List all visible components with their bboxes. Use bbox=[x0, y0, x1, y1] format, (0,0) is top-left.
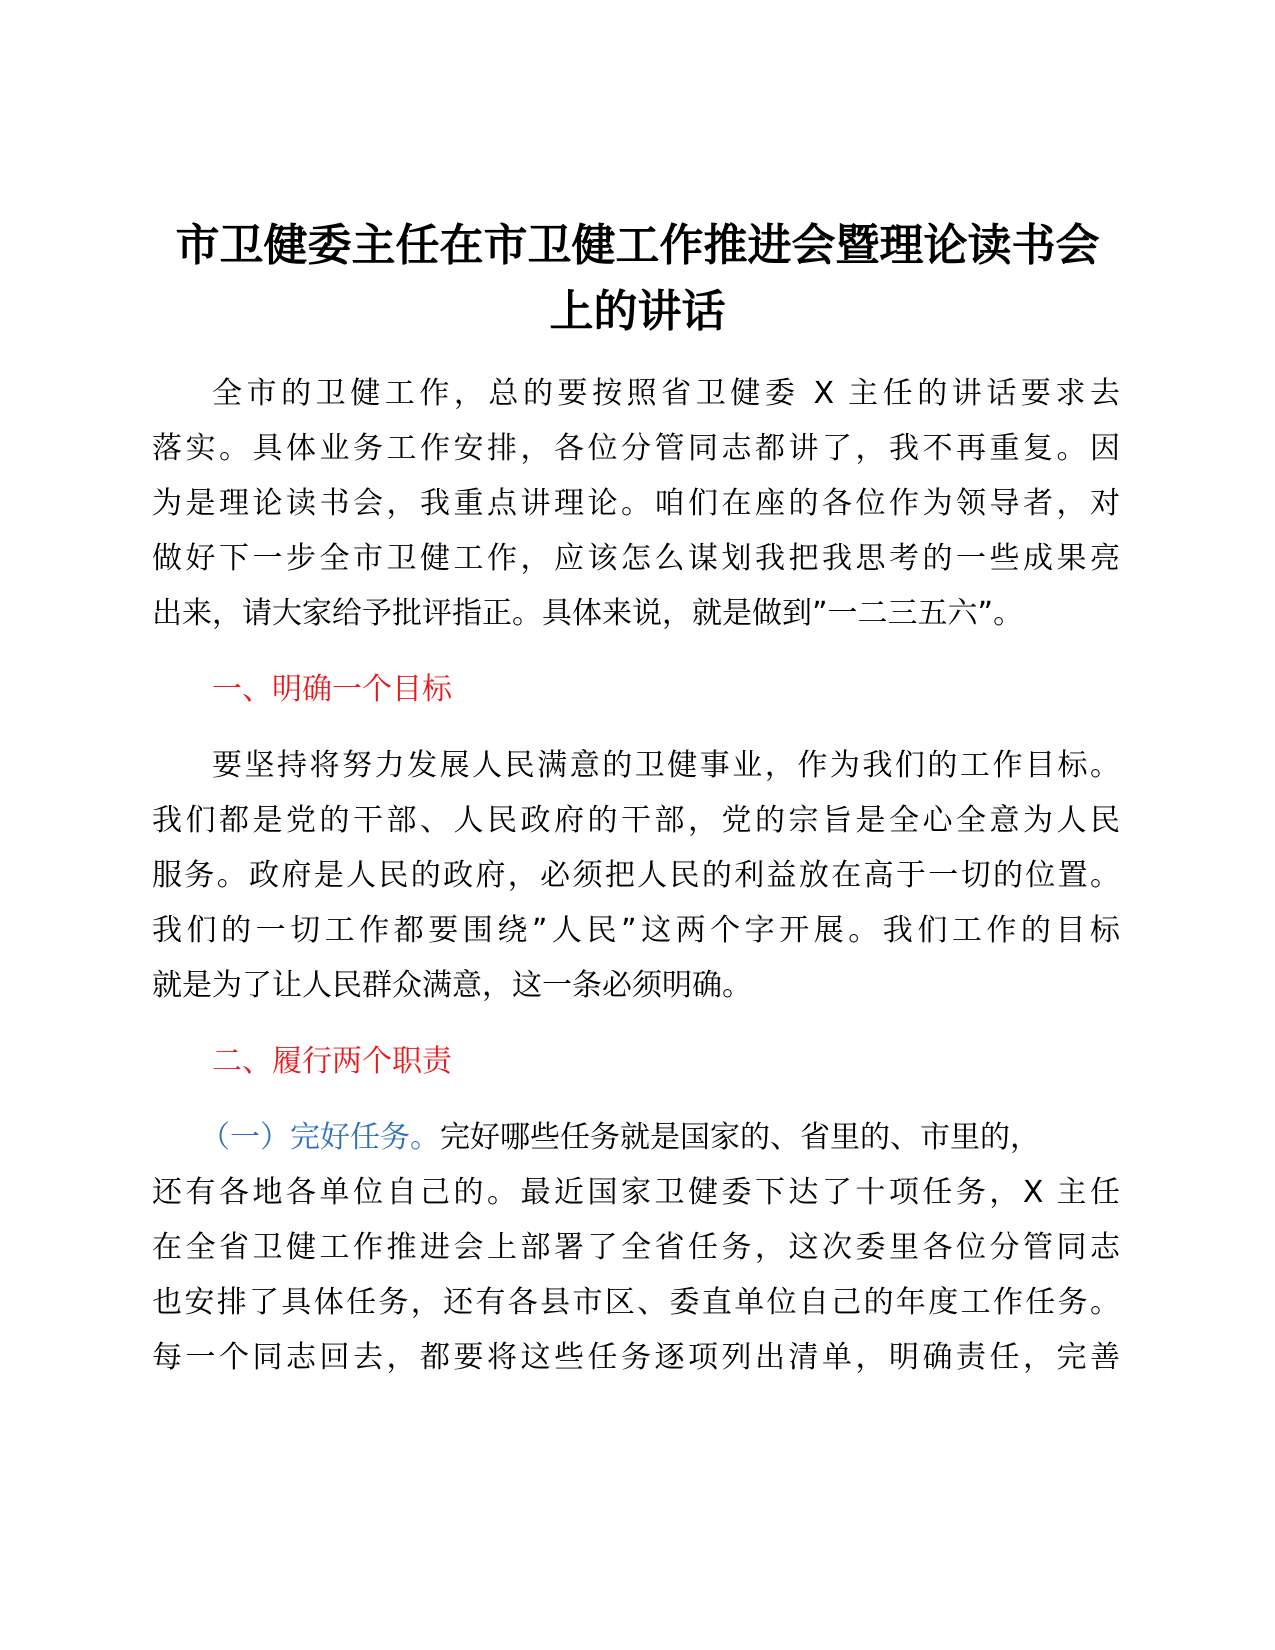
section-heading-1: 一、明确一个目标 bbox=[212, 672, 452, 707]
paragraph-line: 要坚持将努力发展人民满意的卫健事业，作为我们的工作目标。 bbox=[212, 748, 1120, 783]
paragraph-line: 在全省卫健工作推进会上部署了全省任务，这次委里各位分管同志 bbox=[152, 1230, 1120, 1265]
paragraph-line: 我们的一切工作都要围绕”人民”这两个字开展。我们工作的目标 bbox=[152, 913, 1120, 948]
subsection-heading: （一）完好任务。 bbox=[200, 1120, 440, 1155]
paragraph-line: 也安排了具体任务，还有各县市区、委直单位自己的年度工作任务。 bbox=[152, 1285, 1120, 1320]
paragraph-line: 为是理论读书会，我重点讲理论。咱们在座的各位作为领导者，对 bbox=[152, 486, 1120, 521]
document-title-line-2: 上的讲话 bbox=[549, 286, 726, 337]
subsection-line bbox=[200, 1118, 1180, 1158]
subsection-lead-text: 完好哪些任务就是国家的、省里的、市里的， bbox=[440, 1120, 1040, 1155]
paragraph-line: 还有各地各单位自己的。最近国家卫健委下达了十项任务，X 主任 bbox=[152, 1175, 1120, 1210]
paragraph-line: 我们都是党的干部、人民政府的干部，党的宗旨是全心全意为人民 bbox=[152, 803, 1120, 838]
paragraph-line: 做好下一步全市卫健工作，应该怎么谋划我把我思考的一些成果亮 bbox=[152, 541, 1120, 576]
paragraph-line: 落实。具体业务工作安排，各位分管同志都讲了，我不再重复。因 bbox=[152, 431, 1120, 466]
document-title-line-1: 市卫健委主任在市卫健工作推进会暨理论读书会 bbox=[175, 220, 1100, 271]
paragraph-line: 就是为了让人民群众满意，这一条必须明确。 bbox=[152, 968, 752, 1003]
paragraph-line: 服务。政府是人民的政府，必须把人民的利益放在高于一切的位置。 bbox=[152, 858, 1120, 893]
section-heading-2: 二、履行两个职责 bbox=[212, 1044, 452, 1079]
paragraph-line: 全市的卫健工作，总的要按照省卫健委 X 主任的讲话要求去 bbox=[212, 376, 1120, 411]
paragraph-line: 每一个同志回去，都要将这些任务逐项列出清单，明确责任，完善 bbox=[152, 1340, 1120, 1375]
paragraph-line: 出来，请大家给予批评指正。具体来说，就是做到”一二三五六”。 bbox=[152, 596, 1024, 631]
